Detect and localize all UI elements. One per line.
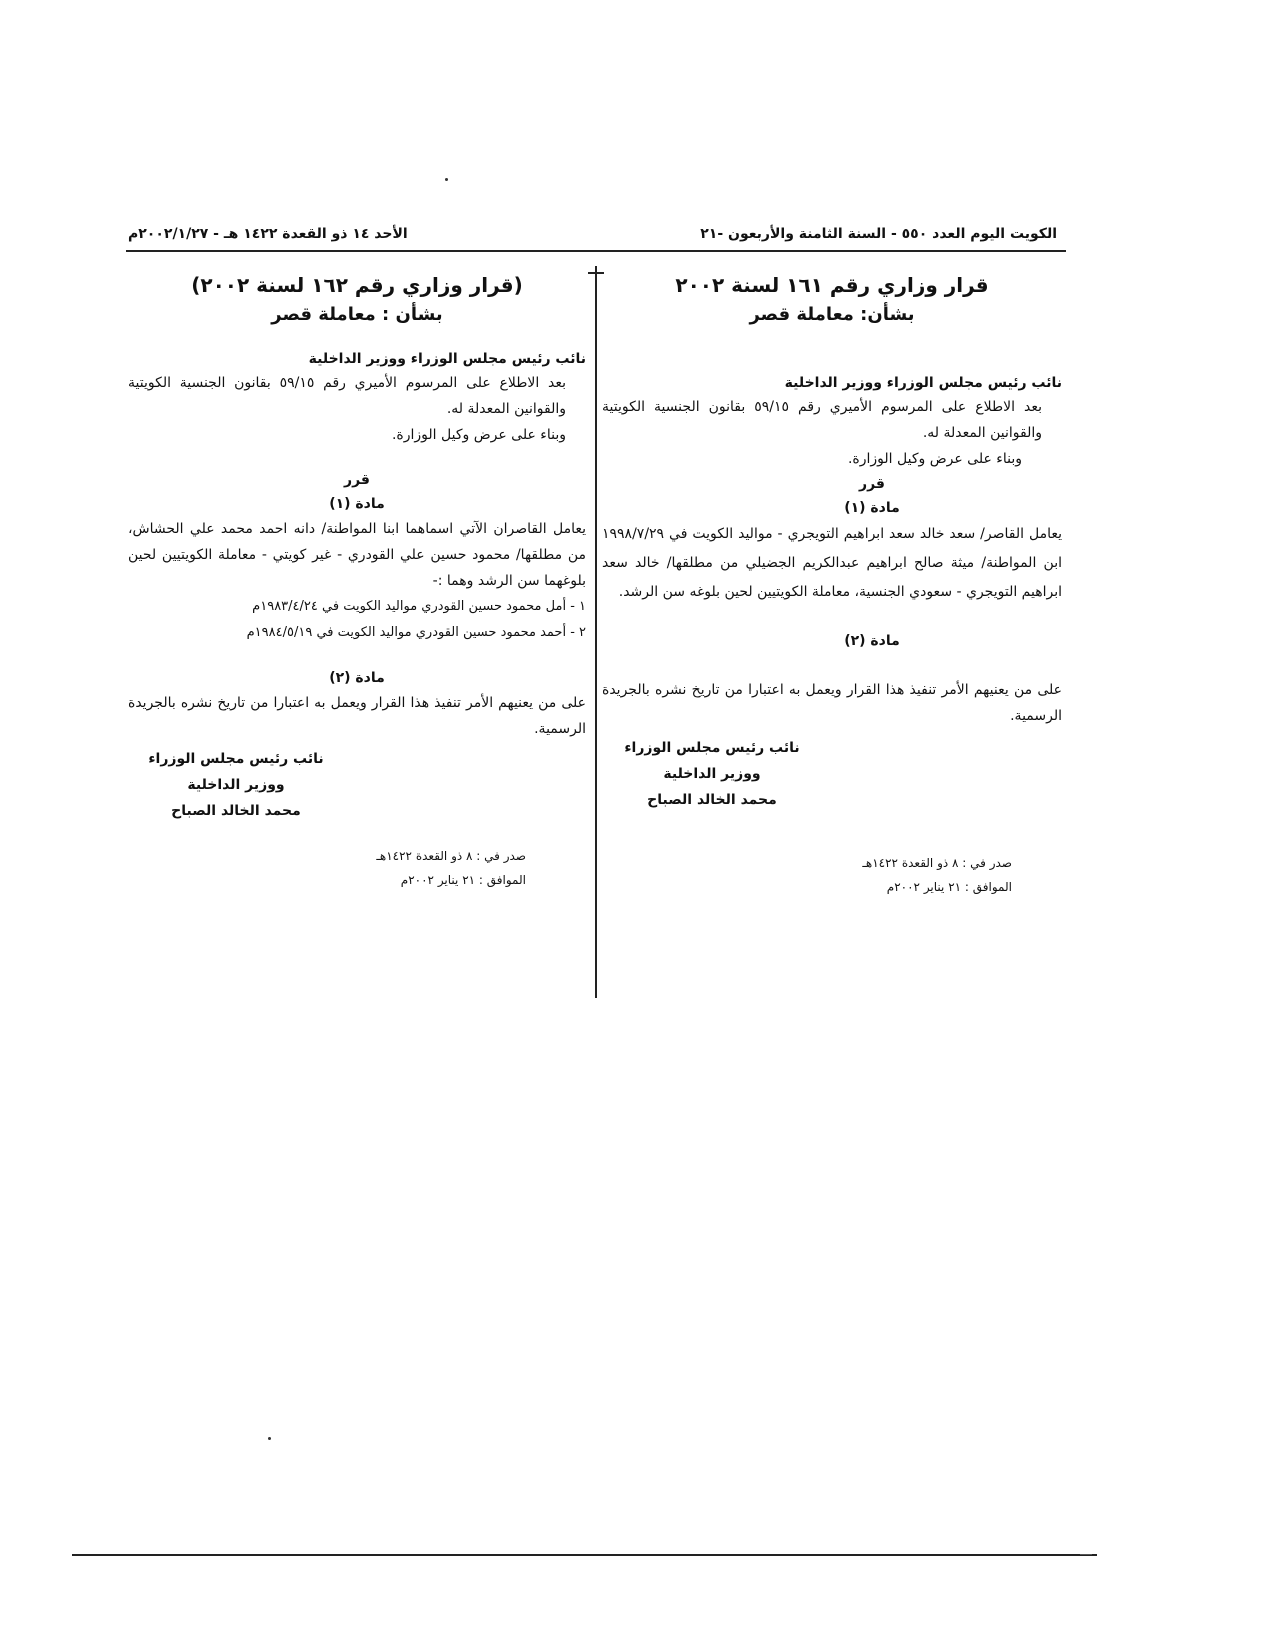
article-1-heading: مادة (١): [844, 500, 900, 516]
issued-date-gregorian: الموافق : ٢١ يناير ٢٠٠٢م: [400, 873, 526, 887]
header-rule: [126, 250, 1066, 252]
scan-speck: [445, 178, 448, 181]
footer-mark: [1080, 1554, 1092, 1555]
decided-heading: قرر: [859, 476, 885, 492]
issued-date-hijri: صدر في : ٨ ذو القعدة ١٤٢٢هـ: [376, 849, 526, 863]
column-divider: [595, 266, 597, 998]
signature-title: نائب رئيس مجلس الوزراء: [624, 740, 800, 756]
decision-issuer: نائب رئيس مجلس الوزراء ووزير الداخلية: [784, 375, 1062, 391]
decision-issuer: نائب رئيس مجلس الوزراء ووزير الداخلية: [308, 351, 586, 367]
decided-heading: قرر: [344, 472, 370, 488]
signature-name: محمد الخالد الصباح: [647, 792, 777, 808]
decision-title: قرار وزاري رقم ١٦١ لسنة ٢٠٠٢: [675, 273, 989, 297]
preamble-statute: بعد الاطلاع على المرسوم الأميري رقم ٥٩/١٥ بقانون الجنسية الكويتية والقوانين المعدلة له.: [128, 375, 566, 417]
article-2-text: على من يعنيهم الأمر تنفيذ هذا القرار ويعمل به اعتبارا من تاريخ نشره بالجريدة الرسمية.: [128, 695, 586, 737]
gazette-date-header: الأحد ١٤ ذو القعدة ١٤٢٢ هـ - ٢٠٠٢/١/٢٧م: [128, 226, 408, 242]
decision-161: [602, 270, 1062, 899]
minor-list-item: ١ - أمل محمود حسين القودري مواليد الكويت في ١٩٨٣/٤/٢٤م: [252, 599, 586, 614]
signature-name: محمد الخالد الصباح: [171, 803, 301, 819]
article-2-heading: مادة (٢): [844, 633, 900, 649]
decision-subject: بشأن : معاملة قصر: [271, 304, 443, 325]
signature-ministry: ووزير الداخلية: [663, 766, 761, 782]
article-2-text: على من يعنيهم الأمر تنفيذ هذا القرار ويعمل به اعتبارا من تاريخ نشره بالجريدة الرسمية.: [602, 682, 1062, 724]
issue-dates: [306, 844, 556, 892]
scan-speck: [268, 1437, 271, 1440]
signature-block: [612, 735, 812, 813]
minor-list-item: ٢ - أحمد محمود حسين القودري مواليد الكويت في ١٩٨٤/٥/١٩م: [246, 625, 586, 640]
footer-rule: [72, 1554, 1097, 1556]
article-2-heading: مادة (٢): [329, 670, 385, 686]
article-1-text: يعامل القاصران الآتي اسماهما ابنا المواطنة/ دانه احمد محمد علي الحشاش، من مطلقها/ محمود حسين علي القودري - غير كويتي - معاملة الكويتيين لحين بلوغهما سن الرشد وهما :-: [128, 521, 586, 589]
article-1-heading: مادة (١): [329, 496, 385, 512]
decision-subject: بشأن: معاملة قصر: [749, 304, 915, 325]
decision-title: (قرار وزاري رقم ١٦٢ لسنة ٢٠٠٢): [191, 273, 523, 297]
preamble-statute: بعد الاطلاع على المرسوم الأميري رقم ٥٩/١٥ بقانون الجنسية الكويتية والقوانين المعدلة له.: [602, 399, 1042, 441]
issued-date-gregorian: الموافق : ٢١ يناير ٢٠٠٢م: [886, 880, 1012, 894]
preamble-proposal: وبناء على عرض وكيل الوزارة.: [847, 451, 1022, 467]
signature-ministry: ووزير الداخلية: [187, 777, 285, 793]
preamble-proposal: وبناء على عرض وكيل الوزارة.: [391, 427, 566, 443]
signature-block: [136, 746, 336, 824]
gazette-issue-header: الكويت اليوم العدد ٥٥٠ - السنة الثامنة والأربعون -٢١: [700, 226, 1057, 242]
issued-date-hijri: صدر في : ٨ ذو القعدة ١٤٢٢هـ: [862, 856, 1012, 870]
signature-title: نائب رئيس مجلس الوزراء: [148, 751, 324, 767]
issue-dates: [602, 851, 1062, 899]
decision-162: [128, 270, 586, 892]
article-1-text: يعامل القاصر/ سعد خالد سعد ابراهيم التويجري - مواليد الكويت في ١٩٩٨/٧/٢٩ ابن المواطنة/ ميثة صالح ابراهيم عبدالكريم الجضيلي من مطلقها/ خالد سعد ابراهيم التويجري - سعودي الجنسية، معاملة الكويتيين لحين بلوغه سن الرشد.: [602, 526, 1062, 600]
